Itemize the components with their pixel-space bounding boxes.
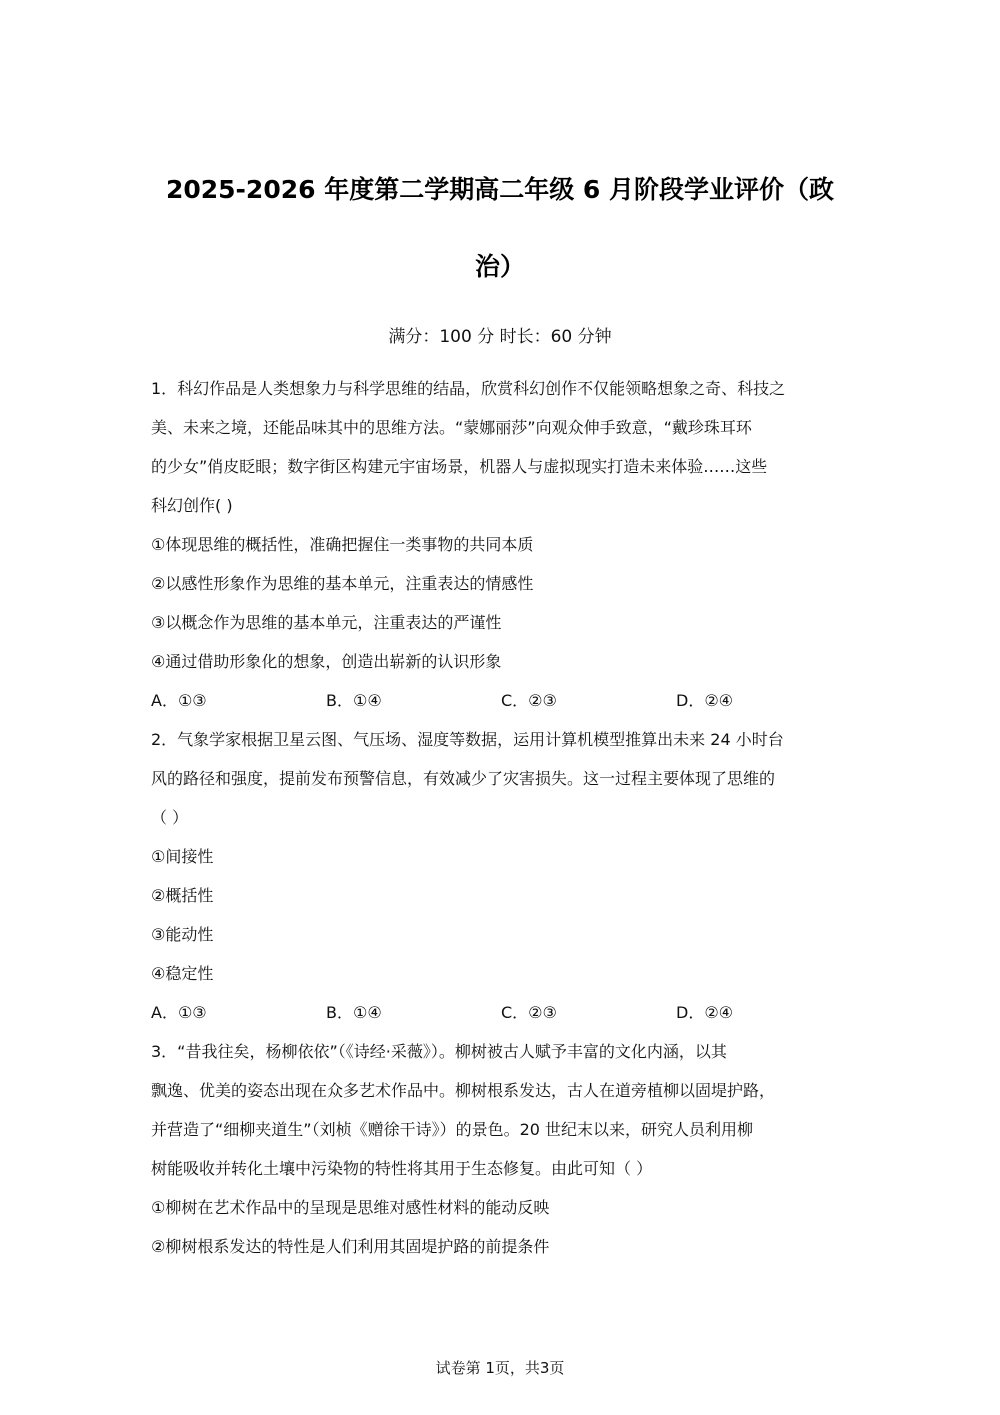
q2-stem-line: 风的路径和强度，提前发布预警信息，有效减少了灾害损失。这一过程主要体现了思维的 xyxy=(151,769,776,788)
q2-item: ③能动性 xyxy=(151,925,214,944)
q2-option-b[interactable]: B．①④ xyxy=(326,1003,382,1022)
q1-stem-line: 1．科幻作品是人类想象力与科学思维的结晶，欣赏科幻创作不仅能领略想象之奇、科技之 xyxy=(151,379,786,398)
q3-stem-line: 并营造了“细柳夹道生”（刘桢《赠徐干诗》）的景色。20 世纪末以来，研究人员利用柳 xyxy=(151,1120,754,1139)
q1-option-c[interactable]: C．②③ xyxy=(501,691,557,710)
q3-stem-line: 3．“昔我往矣，杨柳依依”（《诗经·采薇》）。柳树被古人赋予丰富的文化内涵，以其 xyxy=(151,1042,727,1061)
q3-stem-line: 飘逸、优美的姿态出现在众多艺术作品中。柳树根系发达，古人在道旁植柳以固堤护路， xyxy=(151,1081,776,1100)
q3-stem-line: 树能吸收并转化土壤中污染物的特性将其用于生态修复。由此可知（ ） xyxy=(151,1159,653,1178)
q1-stem-line: 科幻创作( ) xyxy=(151,496,233,515)
q2-item: ④稳定性 xyxy=(151,964,214,983)
q2-item: ①间接性 xyxy=(151,847,214,866)
exam-title-line-1: 2025-2026 年度第二学期高二年级 6 月阶段学业评价（政 xyxy=(165,175,835,204)
q2-stem-line: 2．气象学家根据卫星云图、气压场、湿度等数据，运用计算机模型推算出未来 24 小时台 xyxy=(151,730,784,749)
q1-item: ②以感性形象作为思维的基本单元，注重表达的情感性 xyxy=(151,574,534,593)
q1-item: ①体现思维的概括性，准确把握住一类事物的共同本质 xyxy=(151,535,534,554)
q1-option-a[interactable]: A．①③ xyxy=(151,691,207,710)
q2-stem-line: （ ） xyxy=(151,808,189,827)
q2-option-d[interactable]: D．②④ xyxy=(676,1003,734,1022)
q1-item: ④通过借助形象化的想象，创造出崭新的认识形象 xyxy=(151,652,502,671)
q2-option-c[interactable]: C．②③ xyxy=(501,1003,557,1022)
q2-option-a[interactable]: A．①③ xyxy=(151,1003,207,1022)
q3-item: ①柳树在艺术作品中的呈现是思维对感性材料的能动反映 xyxy=(151,1198,550,1217)
exam-title-line-2: 治） xyxy=(474,252,525,281)
q1-stem-line: 美、未来之境，还能品味其中的思维方法。“蒙娜丽莎”向观众伸手致意，“戴珍珠耳环 xyxy=(151,418,752,437)
q1-option-b[interactable]: B．①④ xyxy=(326,691,382,710)
q3-item: ②柳树根系发达的特性是人们利用其固堤护路的前提条件 xyxy=(151,1237,550,1256)
q1-item: ③以概念作为思维的基本单元，注重表达的严谨性 xyxy=(151,613,502,632)
page-footer: 试卷第 1页，共3页 xyxy=(435,1359,565,1377)
q1-stem-line: 的少女”俏皮眨眼；数字街区构建元宇宙场景，机器人与虚拟现实打造未来体验……这些 xyxy=(151,457,768,476)
exam-meta: 满分：100 分 时长：60 分钟 xyxy=(388,327,612,347)
q1-option-d[interactable]: D．②④ xyxy=(676,691,734,710)
q2-item: ②概括性 xyxy=(151,886,214,905)
